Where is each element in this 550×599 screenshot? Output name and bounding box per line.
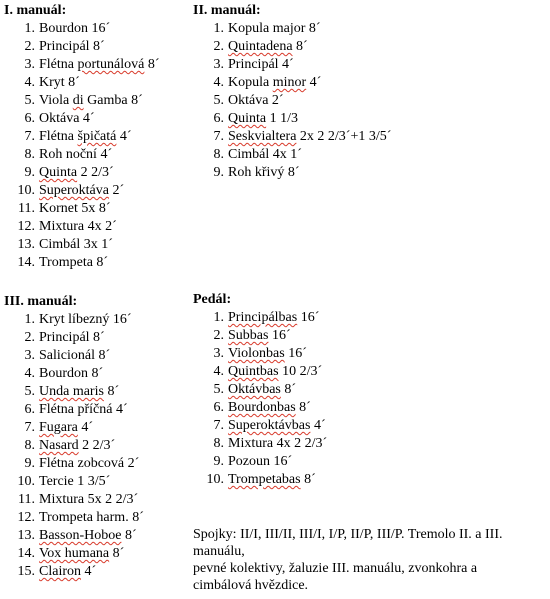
stop-name: 1 1/3 [266, 111, 298, 126]
stop-name: 16´ [297, 310, 320, 325]
stop-list [193, 309, 327, 489]
stop-name: 8´ [292, 39, 308, 54]
stop-item [4, 311, 144, 329]
stop-item [4, 38, 160, 56]
stop-item [4, 218, 160, 236]
stop-number: 5. [24, 384, 35, 399]
stop-name-flagged: Quintbas [228, 364, 279, 379]
stop-name: Flétna [39, 57, 78, 72]
stop-number: 9. [24, 456, 35, 471]
stop-name: 8´ [295, 400, 311, 415]
stop-name: Kryt 8´ [39, 75, 80, 90]
stop-item [193, 128, 391, 146]
stop-name: 8´ [121, 528, 137, 543]
stop-item [4, 563, 144, 581]
stop-name: 2 2/3´ [78, 438, 116, 453]
stop-number: 1. [24, 21, 35, 36]
stop-name-flagged: Fugara [39, 420, 78, 435]
stop-number: 1. [213, 310, 224, 325]
stop-name: Gamba 8´ [83, 93, 143, 108]
stop-name: Bourdon 16´ [39, 21, 111, 36]
stop-item [193, 309, 327, 327]
stop-item [193, 74, 391, 92]
stop-number: 13. [17, 237, 35, 252]
stop-number: 15. [17, 564, 35, 579]
manual-3-section [4, 293, 144, 581]
stop-number: 8. [24, 147, 35, 162]
stop-item [193, 363, 327, 381]
couplers-line: cimbálová hvězdice. [193, 578, 309, 593]
stop-item [4, 383, 144, 401]
stop-item [4, 200, 160, 218]
stop-name: Oktáva 4´ [39, 111, 95, 126]
stop-item [4, 92, 160, 110]
couplers-line: pevné kolektivy, žaluzie III. manuálu, zvonkohra a [193, 561, 478, 576]
stop-item [193, 92, 391, 110]
stop-name: Cimbál 4x 1´ [228, 147, 302, 162]
stop-item [4, 401, 144, 419]
stop-number: 2. [24, 39, 35, 54]
division-heading: Pedál: [193, 292, 232, 307]
stop-item [193, 38, 391, 56]
stop-name-flagged: Quinta [228, 111, 267, 126]
stop-item [4, 455, 144, 473]
stop-item [4, 128, 160, 146]
stop-name-flagged: Quintadena [228, 39, 293, 54]
stop-name: 10 2/3´ [278, 364, 323, 379]
stop-name: Principál 4´ [228, 57, 294, 72]
stop-item [4, 146, 160, 164]
stop-name: Salicionál 8´ [39, 348, 111, 363]
stop-item [4, 347, 144, 365]
stop-name-flagged: Seskvialtera [228, 129, 297, 144]
stop-item [4, 365, 144, 383]
stop-item [4, 545, 144, 563]
stop-name-flagged: minor [272, 75, 307, 90]
stop-name: Mixtura 5x 2 2/3´ [39, 492, 139, 507]
stop-item [193, 56, 391, 74]
stop-item [4, 329, 144, 347]
stop-name: 16´ [284, 346, 307, 361]
stop-name: Roh noční 4´ [39, 147, 113, 162]
stop-number: 14. [17, 546, 35, 561]
stop-name: Cimbál 3x 1´ [39, 237, 113, 252]
stop-number: 7. [213, 418, 224, 433]
stop-number: 6. [213, 400, 224, 415]
stop-number: 7. [213, 129, 224, 144]
stop-number: 10. [17, 474, 35, 489]
stop-number: 7. [24, 129, 35, 144]
stop-name-flagged: Violonbas [228, 346, 285, 361]
stop-name-flagged: Bourdonbas [228, 400, 296, 415]
stop-item [4, 437, 144, 455]
stop-name: 4´ [306, 75, 322, 90]
stop-number: 3. [213, 346, 224, 361]
division-heading: III. manuál: [4, 294, 78, 309]
stop-name: Bourdon 8´ [39, 366, 104, 381]
stop-name-flagged: špičatá [77, 129, 117, 144]
stop-name: 8´ [300, 472, 316, 487]
stop-item [193, 381, 327, 399]
stop-item [4, 419, 144, 437]
stop-number: 10. [17, 183, 35, 198]
stop-name: Flétna příčná 4´ [39, 402, 128, 417]
stop-number: 8. [24, 438, 35, 453]
couplers-line: Spojky: II/I, III/II, III/I, I/P, II/P, III/P. Tremolo II. a III. [193, 527, 503, 542]
manual-2-section [193, 2, 391, 182]
stop-item [4, 236, 160, 254]
stop-name: 4´ [77, 420, 94, 435]
stop-name: Kornet 5x 8´ [39, 201, 111, 216]
stop-name-flagged: Trompetabas [228, 472, 301, 487]
stop-item [193, 435, 327, 453]
couplers-line: manuálu, [193, 544, 245, 559]
stop-number: 6. [24, 402, 35, 417]
stop-name: 16´ [268, 328, 291, 343]
stop-number: 4. [24, 75, 35, 90]
stop-number: 1. [24, 312, 35, 327]
stop-number: 2. [213, 328, 224, 343]
stop-number: 8. [213, 436, 224, 451]
stop-item [193, 146, 391, 164]
stop-number: 5. [213, 382, 224, 397]
stop-item [4, 20, 160, 38]
stop-name: Tercie 1 3/5´ [39, 474, 111, 489]
stop-name-flagged: Superoktáva [39, 183, 109, 198]
stop-number: 7. [24, 420, 35, 435]
stop-number: 10. [206, 472, 224, 487]
stop-item [193, 164, 391, 182]
stop-number: 1. [213, 21, 224, 36]
stop-name: Mixtura 4x 2´ [39, 219, 117, 234]
stop-number: 6. [24, 111, 35, 126]
stop-number: 9. [213, 454, 224, 469]
stop-name: 2 2/3´ [77, 165, 114, 180]
stop-name: Flétna zobcová 2´ [39, 456, 140, 471]
stop-item [4, 473, 144, 491]
stop-name-flagged: Superoktávbas [228, 418, 311, 433]
stop-list [4, 311, 144, 581]
stop-list [4, 20, 160, 272]
stop-item [4, 56, 160, 74]
stop-name: 2x 2 2/3´+1 3/5´ [296, 129, 392, 144]
stop-number: 11. [18, 201, 35, 216]
stop-item [4, 254, 160, 272]
stop-number: 9. [24, 165, 35, 180]
stop-name: Trompeta 8´ [39, 255, 109, 270]
stop-number: 11. [18, 492, 35, 507]
stop-name-flagged: Nasard [39, 438, 79, 453]
stop-name-flagged: Principálbas [228, 310, 298, 325]
stop-item [4, 74, 160, 92]
stop-number: 2. [24, 330, 35, 345]
stop-number: 12. [17, 219, 35, 234]
stop-name-flagged: Basson-Hoboe [39, 528, 122, 543]
stop-name-flagged: Unda maris [39, 384, 104, 399]
stop-name: 4´ [116, 129, 132, 144]
stop-number: 5. [24, 93, 35, 108]
stop-name: 4´ [310, 418, 326, 433]
stop-name-flagged: Subbas [228, 328, 269, 343]
stop-item [4, 182, 160, 200]
stop-number: 4. [213, 364, 224, 379]
stop-item [4, 110, 160, 128]
stop-number: 9. [213, 165, 224, 180]
stop-number: 2. [213, 39, 224, 54]
stop-name: Principál 8´ [39, 39, 105, 54]
stop-name-flagged: Quinta [39, 165, 78, 180]
stop-item [4, 509, 144, 527]
stop-item [4, 527, 144, 545]
couplers-paragraph [193, 526, 549, 594]
stop-item [193, 417, 327, 435]
stop-number: 14. [17, 255, 35, 270]
stop-number: 13. [17, 528, 35, 543]
stop-item [4, 491, 144, 509]
stop-item [193, 471, 327, 489]
stop-number: 4. [213, 75, 224, 90]
stop-item [193, 110, 391, 128]
stop-item [193, 345, 327, 363]
stop-name: Roh křivý 8´ [228, 165, 300, 180]
stop-list [193, 20, 391, 182]
stop-name: Viola [39, 93, 73, 108]
stop-name: 2´ [108, 183, 125, 198]
stop-name: Kopula major 8´ [228, 21, 321, 36]
stop-name: Flétna [39, 129, 78, 144]
stop-number: 6. [213, 111, 224, 126]
stop-name: Trompeta harm. 8´ [39, 510, 144, 525]
stop-name: 8´ [109, 546, 125, 561]
stop-number: 3. [24, 57, 35, 72]
division-heading: I. manuál: [4, 3, 67, 18]
stop-item [193, 20, 391, 38]
stop-name: Principál 8´ [39, 330, 105, 345]
stop-item [193, 327, 327, 345]
stop-name: 8´ [144, 57, 160, 72]
stop-number: 12. [17, 510, 35, 525]
stop-name-flagged: Clairon [39, 564, 81, 579]
stop-name-flagged: portunálová [77, 57, 145, 72]
stop-number: 3. [213, 57, 224, 72]
stop-item [193, 399, 327, 417]
stop-number: 8. [213, 147, 224, 162]
division-heading: II. manuál: [193, 3, 261, 18]
stop-number: 5. [213, 93, 224, 108]
stop-name: 8´ [280, 382, 297, 397]
pedal-section [193, 291, 327, 489]
stop-item [193, 453, 327, 471]
stop-name: 4´ [81, 564, 97, 579]
stop-name: Pozoun 16´ [228, 454, 293, 469]
stop-item [4, 164, 160, 182]
stop-number: 4. [24, 366, 35, 381]
stop-name-flagged: Oktávbas [228, 382, 281, 397]
stop-name-flagged: Vox humana [39, 546, 110, 561]
stop-name-flagged: di [72, 93, 84, 108]
stop-name: 8´ [103, 384, 120, 399]
stop-name: Oktáva 2´ [228, 93, 284, 108]
manual-1-section [4, 2, 160, 272]
stop-name: Mixtura 4x 2 2/3´ [228, 436, 328, 451]
stop-name: Kopula [228, 75, 273, 90]
stop-name: Kryt líbezný 16´ [39, 312, 132, 327]
stop-number: 3. [24, 348, 35, 363]
